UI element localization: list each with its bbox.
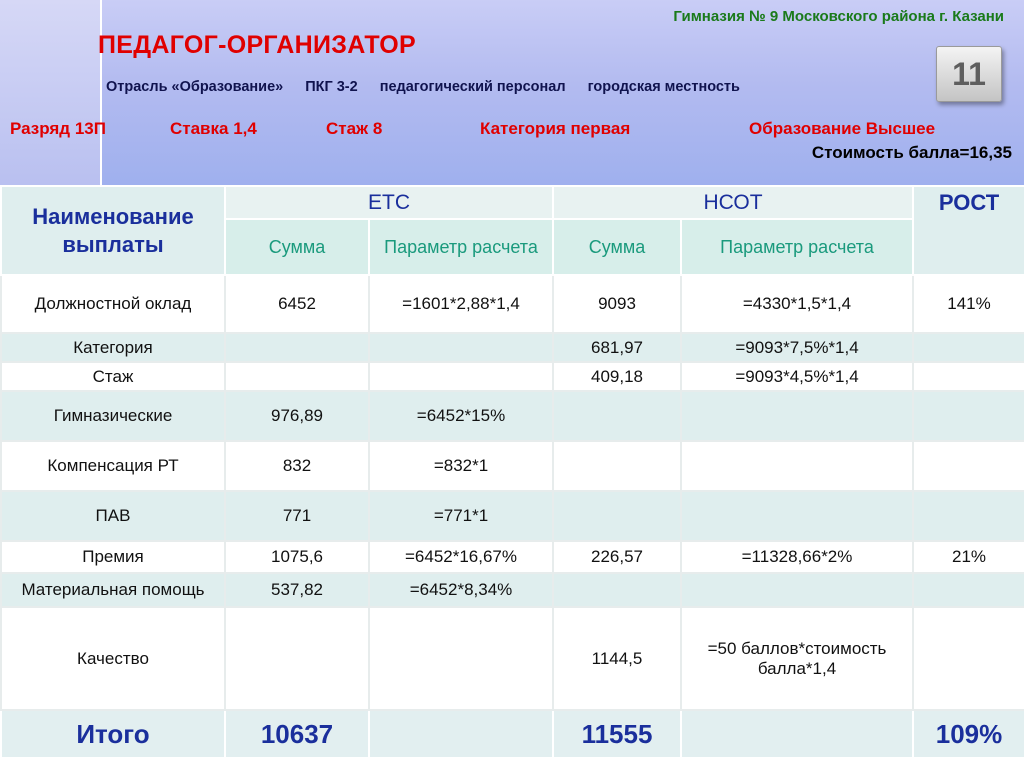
nsot-sum: 9093 [553, 275, 681, 333]
payment-name: Должностной оклад [1, 275, 225, 333]
nsot-param: =9093*7,5%*1,4 [681, 333, 913, 362]
growth-value [913, 573, 1024, 607]
nsot-param [681, 391, 913, 441]
param-education: Образование Высшее [749, 119, 936, 138]
ets-param: =771*1 [369, 491, 553, 541]
payment-name: Материальная помощь [1, 573, 225, 607]
ets-param: =832*1 [369, 441, 553, 491]
ets-param-header: Параметр расчета [369, 219, 553, 275]
payment-name: Компенсация РТ [1, 441, 225, 491]
sector-pkg: ПКГ 3-2 [305, 79, 358, 95]
growth-header: РОСТ [913, 186, 1024, 275]
nsot-param: =50 баллов*стоимость балла*1,4 [681, 607, 913, 710]
total-label: Итого [1, 710, 225, 758]
table-row [1, 541, 1024, 573]
total-ets-sum: 10637 [225, 710, 369, 758]
ets-param: =6452*16,67% [369, 541, 553, 573]
col-name-header: Наименование выплаты [1, 186, 225, 275]
total-row [1, 710, 1024, 758]
total-nsot-sum: 11555 [553, 710, 681, 758]
growth-value: 21% [913, 541, 1024, 573]
ets-param [369, 607, 553, 710]
payment-name: Стаж [1, 362, 225, 391]
nsot-sum [553, 391, 681, 441]
ets-group-header: ЕТС [225, 186, 553, 219]
ets-sum: 976,89 [225, 391, 369, 441]
point-cost: Стоимость балла=16,35 [811, 143, 1012, 162]
sector-industry: Отрасль «Образование» [106, 79, 284, 95]
nsot-param: =4330*1,5*1,4 [681, 275, 913, 333]
salary-table [0, 185, 1024, 759]
nsot-group-header: НСОТ [553, 186, 913, 219]
ets-sum: 6452 [225, 275, 369, 333]
nsot-param [681, 441, 913, 491]
payment-name: Качество [1, 607, 225, 710]
total-ets-param [369, 710, 553, 758]
page-number: 11 [952, 55, 986, 92]
nsot-sum: 1144,5 [553, 607, 681, 710]
page-number-badge [936, 46, 1002, 102]
nsot-sum: 226,57 [553, 541, 681, 573]
ets-param: =6452*8,34% [369, 573, 553, 607]
ets-sum [225, 607, 369, 710]
ets-param: =1601*2,88*1,4 [369, 275, 553, 333]
header-accent-bar [0, 0, 102, 185]
nsot-param: =9093*4,5%*1,4 [681, 362, 913, 391]
payment-name: ПАВ [1, 491, 225, 541]
table-row [1, 441, 1024, 491]
ets-sum: 537,82 [225, 573, 369, 607]
ets-sum: 832 [225, 441, 369, 491]
table-row [1, 391, 1024, 441]
table-row [1, 491, 1024, 541]
nsot-sum: 409,18 [553, 362, 681, 391]
growth-value [913, 607, 1024, 710]
nsot-sum: 681,97 [553, 333, 681, 362]
payment-name: Премия [1, 541, 225, 573]
sector-location: городская местность [587, 79, 740, 95]
table-header-row [1, 186, 1024, 219]
nsot-param [681, 491, 913, 541]
growth-value [913, 491, 1024, 541]
ets-sum [225, 362, 369, 391]
param-category: Категория первая [480, 119, 631, 138]
slide-header [0, 0, 1024, 185]
table-row [1, 275, 1024, 333]
nsot-sum [553, 441, 681, 491]
ets-sum-header: Сумма [225, 219, 369, 275]
nsot-sum [553, 573, 681, 607]
ets-param [369, 333, 553, 362]
nsot-param [681, 573, 913, 607]
ets-sum: 771 [225, 491, 369, 541]
param-grade: Разряд 13П [10, 119, 106, 138]
payment-name: Гимназические [1, 391, 225, 441]
growth-value [913, 333, 1024, 362]
table-row [1, 607, 1024, 710]
sector-staff: педагогический персонал [379, 79, 566, 95]
slide-title: ПЕДАГОГ-ОРГАНИЗАТОР [98, 31, 417, 59]
table-row [1, 333, 1024, 362]
nsot-sum-header: Сумма [553, 219, 681, 275]
total-growth: 109% [913, 710, 1024, 758]
ets-param [369, 362, 553, 391]
param-rate: Ставка 1,4 [170, 119, 257, 138]
nsot-sum [553, 491, 681, 541]
total-nsot-param [681, 710, 913, 758]
payment-name: Категория [1, 333, 225, 362]
ets-param: =6452*15% [369, 391, 553, 441]
growth-value [913, 441, 1024, 491]
growth-value: 141% [913, 275, 1024, 333]
nsot-param-header: Параметр расчета [681, 219, 913, 275]
ets-sum [225, 333, 369, 362]
nsot-param: =11328,66*2% [681, 541, 913, 573]
school-name: Гимназия № 9 Московского района г. Казани [673, 8, 1004, 25]
growth-value [913, 362, 1024, 391]
param-experience: Стаж 8 [326, 119, 383, 138]
table-row [1, 362, 1024, 391]
growth-value [913, 391, 1024, 441]
sector-line [106, 79, 762, 95]
params-line [0, 119, 1024, 143]
table-row [1, 573, 1024, 607]
ets-sum: 1075,6 [225, 541, 369, 573]
